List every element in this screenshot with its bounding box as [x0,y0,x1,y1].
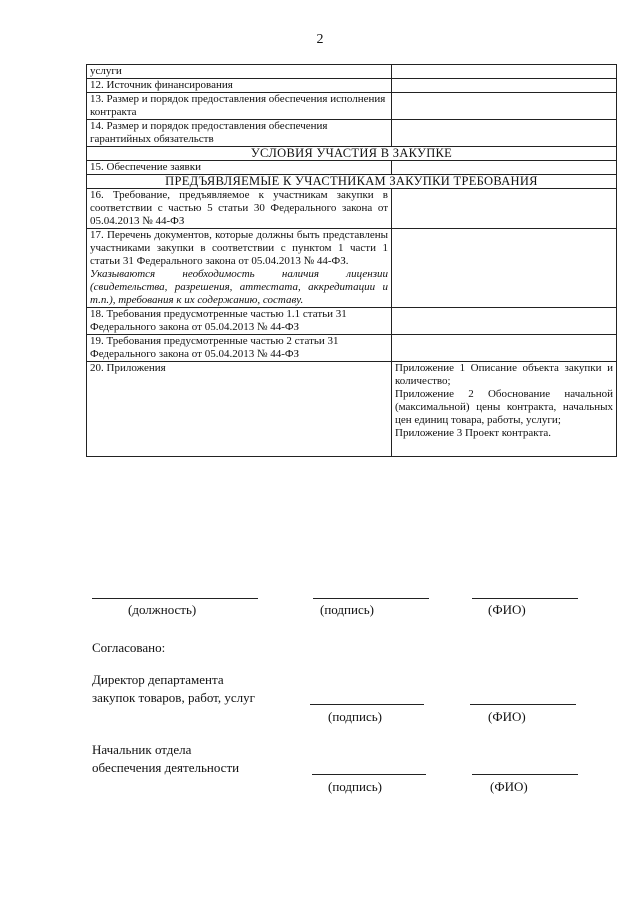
approved-title: Согласовано: [92,640,166,655]
head-title-line1: Начальник отдела [92,742,192,757]
table-row [87,189,617,229]
attachment-item: Приложение 1 Описание объекта закупки и количество; [395,362,613,387]
cell-label: услуги [87,65,392,79]
cell-label [87,229,392,308]
signature-caption: (подпись) [320,602,374,617]
table-row [87,362,617,457]
position-caption: (должность) [128,602,197,617]
table-row [87,79,617,93]
table-row [87,65,617,79]
cell-label: 12. Источник финансирования [87,79,392,93]
name-caption: (ФИО) [488,602,526,617]
head-title-line2: обеспечения деятельности [92,760,240,775]
table-row [87,120,617,147]
table-row [87,161,617,175]
cell-value [392,308,617,335]
cell-value [392,161,617,175]
director-name-caption: (ФИО) [488,709,526,724]
cell-label: 20. Приложения [87,362,392,457]
head-signature-caption: (подпись) [328,779,382,794]
cell-value [392,189,617,229]
table-row [87,335,617,362]
cell-value [392,93,617,120]
head-name-line [472,774,578,775]
cell-label: 14. Размер и порядок предоставления обеспечения гарантийных обязательств [87,120,392,147]
cell-value [392,65,617,79]
cell-value [392,79,617,93]
director-title-line1: Директор департамента [92,672,224,687]
attachment-item: Приложение 2 Обоснование начальной (максимальной) цены контракта, начальных цен единиц товара, работы, услуги; [395,388,613,426]
documents-note: Указываются необходимость наличия лицензии (свидетельства, разрешения, аттестата, аккредитации и т.п.), требования к их содержанию, составу. [90,268,388,306]
head-signature-line [312,774,426,775]
cell-label: 19. Требования предусмотренные частью 2 статьи 31 Федерального закона от 05.04.2013 № 44-ФЗ [87,335,392,362]
attachment-item: Приложение 3 Проект контракта. [395,427,552,439]
table-row [87,308,617,335]
cell-label: 18. Требования предусмотренные частью 1.1 статьи 31 Федерального закона от 05.04.2013 № 44-ФЗ [87,308,392,335]
section-header-row [87,147,617,161]
cell-value [392,335,617,362]
cell-value [392,120,617,147]
position-line [92,598,258,599]
director-title-line2: закупок товаров, работ, услуг [92,690,255,705]
cell-label: 13. Размер и порядок предоставления обеспечения исполнения контракта [87,93,392,120]
name-line [472,598,578,599]
section-header-conditions: УСЛОВИЯ УЧАСТИЯ В ЗАКУПКЕ [87,147,617,161]
signature-line [313,598,429,599]
director-signature-line [310,704,424,705]
section-header-row [87,175,617,189]
director-signature-caption: (подпись) [328,709,382,724]
attachments-cell [392,362,617,457]
cell-label: 15. Обеспечение заявки [87,161,392,175]
procurement-table [86,64,617,457]
section-header-requirements: ПРЕДЪЯВЛЯЕМЫЕ К УЧАСТНИКАМ ЗАКУПКИ ТРЕБОВАНИЯ [87,175,617,189]
cell-label: 16. Требование, предъявляемое к участникам закупки в соответствии с частью 5 статьи 30 Федерального закона от 05.04.2013 № 44-ФЗ [87,189,392,229]
head-name-caption: (ФИО) [490,779,528,794]
table-row [87,93,617,120]
table-row [87,229,617,308]
cell-value [392,229,617,308]
page-number: 2 [316,32,324,47]
documents-list-text: 17. Перечень документов, которые должны быть представлены участниками закупки в соответствии с пунктом 1 части 1 статьи 31 Федерального закона от 05.04.2013 № 44-ФЗ. [90,229,388,267]
director-name-line [470,704,576,705]
